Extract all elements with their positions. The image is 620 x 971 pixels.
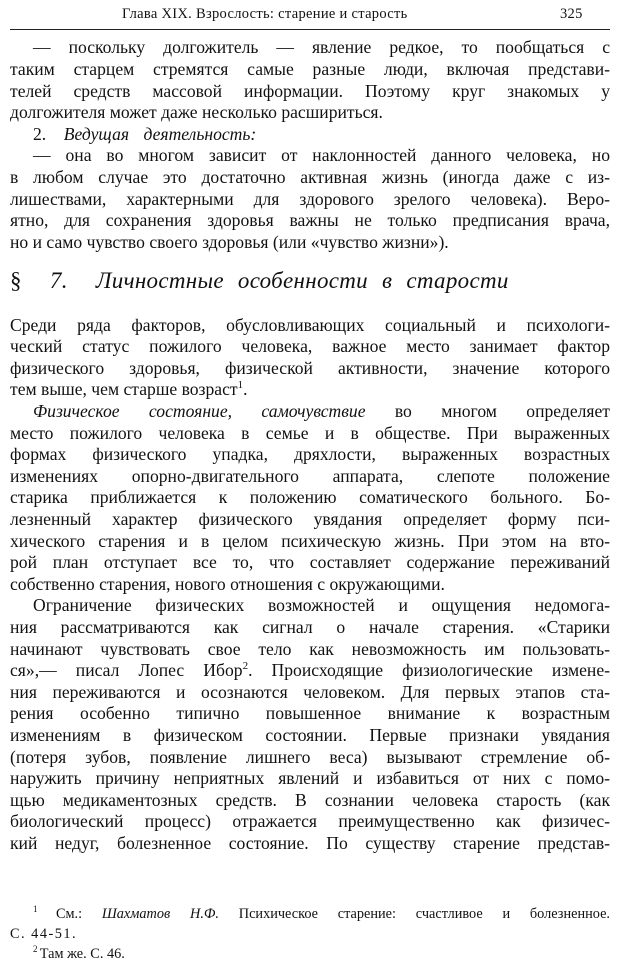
text-line: ческий статус пожилого человека, важное место занимает фактор: [10, 336, 610, 356]
running-header-title: Глава XIX. Взрослость: старение и старость: [122, 6, 408, 22]
footnote-text: Психическое старение: счастливое и болезненное.: [218, 906, 610, 922]
text-line: Ограничение физических возможностей и ощущения недомога-: [33, 595, 610, 615]
text-line: таким старцем стремятся самые разные люди, включая представи-: [10, 59, 610, 79]
footnote-ref: 1: [237, 379, 244, 392]
text-span: ся»,— писал Лопес Ибор: [10, 660, 243, 680]
text-line: но и само чувство своего здоровья (или «чувство жизни»).: [10, 232, 449, 252]
text-line: формах физического упадка, дряхлости, выраженных возрастных: [10, 444, 610, 464]
footnote-ref: 2: [242, 660, 249, 673]
text-line: [10, 378, 610, 400]
text-line: ния переживаются и осознаются человеком. Для первых этапов ста-: [10, 682, 610, 702]
text-span: во многом определяет: [365, 401, 610, 421]
text-line: — поскольку долгожитель — явление редкое, то пообщаться с: [33, 37, 610, 57]
text-line: рой план отступает все то, что составляет содержание переживаний: [10, 552, 610, 572]
text-line: физического здоровья, физической активности, значение которого: [10, 358, 610, 378]
section-symbol: §: [10, 268, 22, 293]
text-line: биологический процесс) отражается преимущественно как физичес-: [10, 811, 610, 831]
text-line: [10, 659, 610, 681]
text-span: .: [243, 379, 248, 399]
section-title: Личностные особенности в старости: [95, 268, 509, 293]
text-span: . Происходящие физиологические измене-: [248, 660, 611, 680]
list-item-label: Ведущая деятельность:: [63, 124, 257, 144]
text-line: (потеря зубов, появление лишнего веса) вызывают стремление об-: [10, 747, 610, 767]
footnote-prefix: См.:: [55, 906, 102, 922]
text-line: начинают чувствовать свое тело как невозможность им пользовать-: [10, 639, 610, 659]
text-line: место пожилого человека в семье и в обществе. При выраженных: [10, 423, 610, 443]
text-line: изменениям в физическом состоянии. Первые признаки увядания: [10, 725, 610, 745]
text-line: телей средств массовой информации. Поэтому круг знакомых у: [10, 81, 610, 101]
list-item-heading: [33, 123, 610, 145]
text-line: хического старения и в целом психическую жизнь. При этом на вто-: [10, 531, 610, 551]
text-line: щью медикаментозных средств. В сознании человека старость (как: [10, 790, 610, 810]
page-number: 325: [560, 6, 583, 22]
text-line: Среди ряда факторов, обусловливающих социальный и психологи-: [10, 315, 610, 335]
text-line: лезненный характер физического увядания определяет форму пси-: [10, 509, 610, 529]
footnote-text: Там же. С. 46.: [39, 946, 125, 962]
text-span: тем выше, чем старше возраст: [10, 379, 238, 399]
text-line: рения особенно типично повышенное внимание к возрастным: [10, 703, 610, 723]
section-number: 7.: [49, 268, 68, 293]
footnote-2: [33, 944, 610, 964]
text-line: — она во многом зависит от наклонностей данного человека, но: [33, 145, 610, 165]
text-line: кий недуг, болезненное состояние. По существу старение представ-: [10, 833, 610, 853]
header-rule: [10, 29, 610, 30]
list-item-number: 2.: [33, 124, 47, 144]
text-line: изменениях опорно-двигательного аппарата, слепоте положение: [10, 466, 610, 486]
text-line: собственно старения, нового отношения с окружающими.: [10, 574, 445, 594]
section-heading: [10, 268, 610, 302]
footnote-author: Шахматов Н.Ф.: [101, 906, 219, 922]
footnote-number: 1: [33, 904, 56, 915]
italic-phrase: Физическое состояние, самочувствие: [33, 401, 366, 421]
footnote-number: 2: [33, 944, 40, 955]
text-line: старика приближается к положению соматического больного. Бо-: [10, 487, 610, 507]
text-line: лишествами, характерными для здорового зрелого человека). Веро-: [10, 189, 610, 209]
footnote-1-continued: С. 44-51.: [10, 926, 78, 942]
text-line: наружить причину неприятных явлений и избавиться от них с помо-: [10, 768, 610, 788]
footnote-1: [33, 904, 610, 924]
text-line: ния рассматриваются как сигнал о начале старения. «Старики: [10, 617, 610, 637]
text-line: ятно, для сохранения здоровья важны не только предписания врача,: [10, 210, 610, 230]
text-line: [33, 400, 610, 422]
text-line: в любом случае это достаточно активная жизнь (иногда даже с из-: [10, 167, 610, 187]
text-line: долгожителя может даже несколько расшириться.: [10, 102, 383, 122]
